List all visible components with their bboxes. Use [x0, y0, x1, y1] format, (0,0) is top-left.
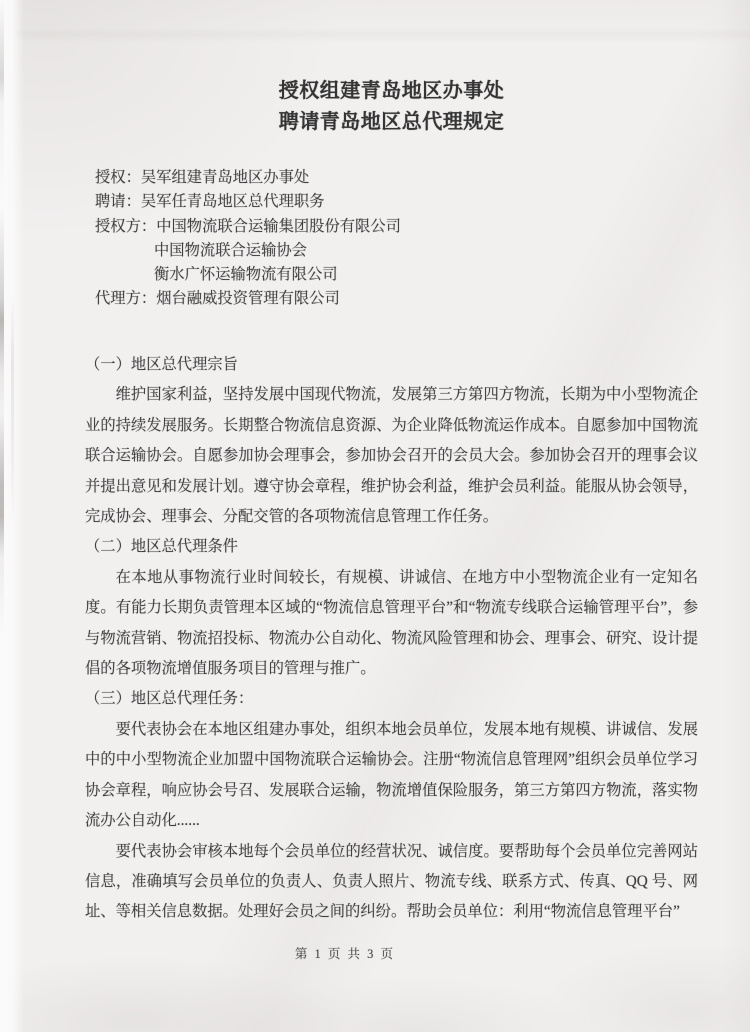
document-body [85, 350, 698, 928]
parties-block [95, 166, 695, 312]
section-3-heading: （三）地区总代理任务： [85, 690, 254, 708]
title-line-2: 聘请青岛地区总代理规定 [278, 111, 505, 133]
document-title [85, 76, 698, 138]
scan-edge-streak [11, 295, 14, 525]
section-3-paragraph-1: 要代表协会在本地区组建办事处，组织本地会员单位，发展本地有规模、讲诚信、发展中的中小型物流企业加盟中国物流联合运输协会。注册“物流信息管理网”组织会员单位学习协会章程，响应协会号召、发展联合运输，物流增值保险服务，第三方第四方物流，落实物流办公自动化...... [85, 720, 698, 830]
agent-line: 代理方：烟台融威投资管理有限公司 [95, 290, 340, 308]
section-2-paragraph-1: 在本地从事物流行业时间较长，有规模、讲诚信、在地方中小型物流企业有一定知名度。有能力长期负责管理本区域的“物流信息管理平台”和“物流专线联合运输管理平台”，参与物流营销、物流招投标、物流办公自动化、物流风险管理和协会、理事会、研究、设计提倡的各项物流增值服务项目的管理与推广。 [85, 568, 698, 678]
section-3-paragraph-2: 要代表协会审核本地每个会员单位的经营状况、诚信度。要帮助每个会员单位完善网站信息，准确填写会员单位的负责人、负责人照片、物流专线、联系方式、传真、QQ 号、网址、等相关信息数据。处理好会员之间的纠纷。帮助会员单位：利用“物流信息管理平台” [85, 842, 698, 921]
authorizer-line-1: 授权方：中国物流联合运输集团股份有限公司 [95, 217, 401, 235]
page-number: 第 1 页 共 3 页 [294, 947, 396, 961]
scan-edge-smudge [0, 0, 4, 1032]
section-1-paragraph-1: 维护国家利益，坚持发展中国现代物流，发展第三方第四方物流，长期为中小型物流企业的持续发展服务。长期整合物流信息资源、为企业降低物流运作成本。自愿参加中国物流联合运输协会。自愿参加协会理事会，参加协会召开的会员大会。参加协会召开的理事会议并提出意见和发展计划。遵守协会章程，维护协会利益，维护会员利益。能服从协会领导，完成协会、理事会、分配交管的各项物流信息管理工作任务。 [85, 386, 698, 526]
section-2-heading: （二）地区总代理条件 [85, 538, 238, 556]
appointment-line: 聘请：吴军任青岛地区总代理职务 [95, 193, 325, 211]
title-line-1: 授权组建青岛地区办事处 [278, 80, 505, 102]
authorization-line: 授权：吴军组建青岛地区办事处 [95, 169, 310, 186]
authorizer-line-2: 中国物流联合运输协会 [154, 241, 307, 259]
section-1-heading: （一）地区总代理宗旨 [85, 356, 238, 373]
authorizer-line-3: 衡水广怀运输物流有限公司 [154, 266, 338, 284]
